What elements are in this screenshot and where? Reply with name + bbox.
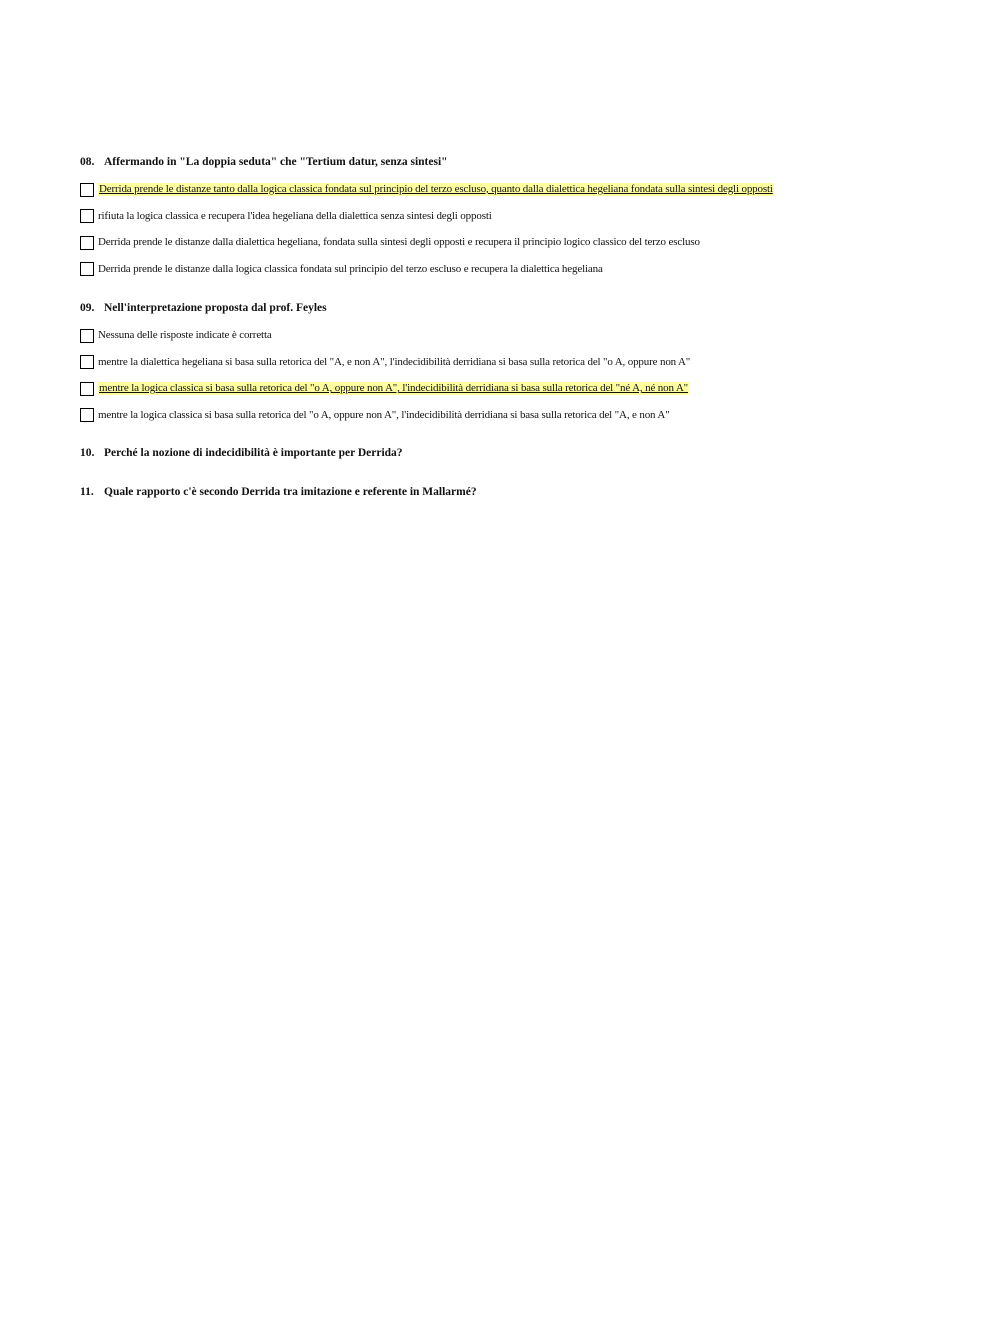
answer-option[interactable] bbox=[80, 261, 774, 278]
answer-text: mentre la logica classica si basa sulla retorica del "o A, oppure non A", l'indecidibilità derridiana si basa sulla retorica del "A, e non A" bbox=[98, 408, 670, 421]
answer-text: mentre la dialettica hegeliana si basa sulla retorica del "A, e non A", l'indecidibilità derridiana si basa sulla retorica del "o A, oppure non A" bbox=[98, 355, 691, 368]
checkbox[interactable] bbox=[80, 329, 94, 343]
answer-option[interactable] bbox=[80, 380, 690, 397]
answer-option[interactable] bbox=[80, 407, 690, 424]
question-number: 11. bbox=[80, 486, 94, 498]
question-text: Quale rapporto c'è secondo Derrida tra imitazione e referente in Mallarmé? bbox=[104, 486, 477, 498]
answer-text: Derrida prende le distanze dalla logica classica fondata sul principio del terzo escluso e recupera la dialettica hegeliana bbox=[98, 262, 603, 275]
answer-text: rifiuta la logica classica e recupera l'idea hegeliana della dialettica senza sintesi degli opposti bbox=[98, 209, 492, 222]
answer-option[interactable] bbox=[80, 327, 690, 344]
question-09 bbox=[80, 301, 690, 433]
answer-option[interactable] bbox=[80, 208, 774, 225]
question-number: 08. bbox=[80, 156, 95, 168]
question-title bbox=[80, 301, 690, 315]
question-title bbox=[80, 446, 403, 460]
question-text: Perché la nozione di indecidibilità è importante per Derrida? bbox=[104, 447, 403, 459]
question-08 bbox=[80, 155, 774, 287]
answer-option[interactable] bbox=[80, 181, 774, 198]
checkbox[interactable] bbox=[80, 183, 94, 197]
answer-option[interactable] bbox=[80, 234, 774, 251]
checkbox[interactable] bbox=[80, 382, 94, 396]
checkbox[interactable] bbox=[80, 209, 94, 223]
answer-text: Nessuna delle risposte indicate è corretta bbox=[98, 329, 272, 341]
answer-text-highlighted: Derrida prende le distanze tanto dalla logica classica fondata sul principio del terzo escluso, quanto dalla dialettica hegeliana fondata sulla sintesi degli opposti bbox=[99, 183, 773, 195]
answer-option[interactable] bbox=[80, 354, 690, 371]
question-number: 10. bbox=[80, 447, 95, 459]
checkbox[interactable] bbox=[80, 355, 94, 369]
question-11 bbox=[80, 485, 477, 499]
question-text: Affermando in "La doppia seduta" che "Tertium datur, senza sintesi" bbox=[104, 156, 448, 168]
answer-options bbox=[80, 327, 690, 424]
answer-text: Derrida prende le distanze dalla dialettica hegeliana, fondata sulla sintesi degli opposti e recupera il principio logico classico del terzo escluso bbox=[98, 236, 700, 249]
question-title bbox=[80, 155, 774, 169]
answer-text-highlighted: mentre la logica classica si basa sulla retorica del "o A, oppure non A", l'indecidibilità derridiana si basa sulla retorica del "né A, né non A" bbox=[99, 382, 688, 395]
checkbox[interactable] bbox=[80, 262, 94, 276]
question-title bbox=[80, 485, 477, 499]
question-10 bbox=[80, 446, 403, 460]
question-number: 09. bbox=[80, 302, 95, 314]
answer-options bbox=[80, 181, 774, 278]
checkbox[interactable] bbox=[80, 236, 94, 250]
checkbox[interactable] bbox=[80, 408, 94, 422]
question-text: Nell'interpretazione proposta dal prof. Feyles bbox=[104, 302, 327, 314]
